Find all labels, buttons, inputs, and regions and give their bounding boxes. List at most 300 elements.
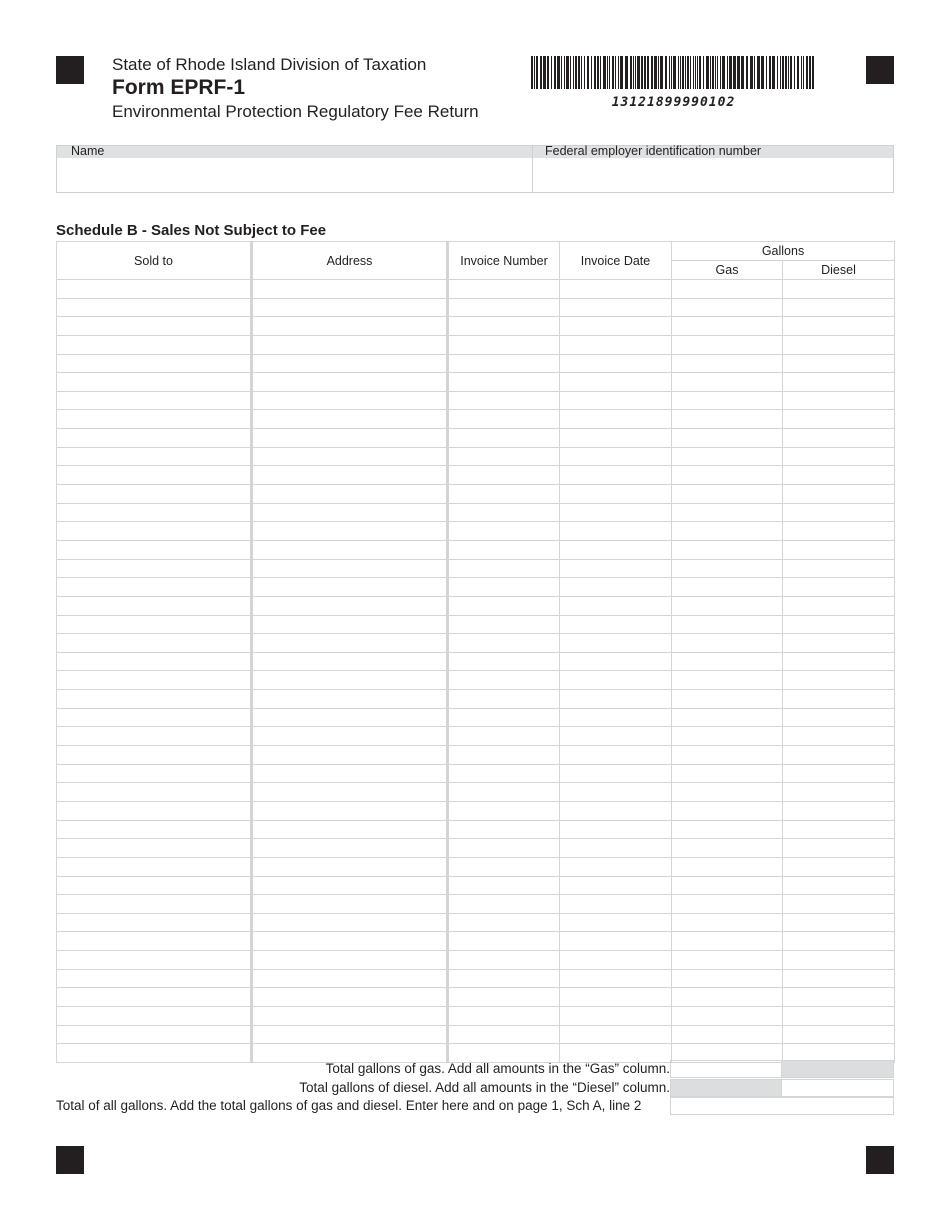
gas-cell[interactable] (672, 708, 783, 727)
sold-to-cell[interactable] (57, 652, 252, 671)
gas-cell[interactable] (672, 652, 783, 671)
diesel-cell[interactable] (783, 820, 895, 839)
sold-to-cell[interactable] (57, 485, 252, 504)
gas-cell[interactable] (672, 783, 783, 802)
invoice-date-cell[interactable] (560, 969, 672, 988)
invoice-number-cell[interactable] (448, 951, 560, 970)
gas-cell[interactable] (672, 876, 783, 895)
table-row (57, 373, 895, 392)
sold-to-cell[interactable] (57, 634, 252, 653)
address-cell[interactable] (252, 373, 448, 392)
invoice-date-cell[interactable] (560, 485, 672, 504)
invoice-number-cell[interactable] (448, 596, 560, 615)
sold-to-cell[interactable] (57, 466, 252, 485)
invoice-number-cell[interactable] (448, 503, 560, 522)
invoice-date-cell[interactable] (560, 559, 672, 578)
invoice-number-cell[interactable] (448, 1025, 560, 1044)
diesel-cell[interactable] (783, 559, 895, 578)
invoice-number-cell[interactable] (448, 634, 560, 653)
sold-to-cell[interactable] (57, 913, 252, 932)
diesel-cell[interactable] (783, 298, 895, 317)
gas-cell[interactable] (672, 951, 783, 970)
barcode-bar (547, 56, 549, 89)
invoice-date-cell[interactable] (560, 391, 672, 410)
invoice-date-cell[interactable] (560, 335, 672, 354)
invoice-number-cell[interactable] (448, 708, 560, 727)
address-cell[interactable] (252, 708, 448, 727)
invoice-number-cell[interactable] (448, 857, 560, 876)
gas-cell[interactable] (672, 503, 783, 522)
invoice-date-cell[interactable] (560, 466, 672, 485)
invoice-date-cell[interactable] (560, 857, 672, 876)
diesel-cell[interactable] (783, 690, 895, 709)
invoice-date-cell[interactable] (560, 429, 672, 448)
table-row (57, 429, 895, 448)
barcode-bar (630, 56, 632, 89)
table-row (57, 746, 895, 765)
address-cell[interactable] (252, 727, 448, 746)
diesel-cell[interactable] (783, 280, 895, 299)
invoice-date-cell[interactable] (560, 913, 672, 932)
gas-cell[interactable] (672, 857, 783, 876)
address-cell[interactable] (252, 335, 448, 354)
invoice-date-cell[interactable] (560, 615, 672, 634)
invoice-date-cell[interactable] (560, 876, 672, 895)
invoice-number-cell[interactable] (448, 764, 560, 783)
gas-cell[interactable] (672, 671, 783, 690)
sold-to-cell[interactable] (57, 708, 252, 727)
invoice-number-cell[interactable] (448, 317, 560, 336)
sold-to-cell[interactable] (57, 1025, 252, 1044)
barcode-bar (609, 56, 610, 89)
sold-to-cell[interactable] (57, 783, 252, 802)
table-row (57, 820, 895, 839)
invoice-date-cell[interactable] (560, 1025, 672, 1044)
sold-to-cell[interactable] (57, 951, 252, 970)
invoice-date-cell[interactable] (560, 932, 672, 951)
barcode-bar (635, 56, 636, 89)
sold-to-cell[interactable] (57, 839, 252, 858)
address-cell[interactable] (252, 634, 448, 653)
diesel-cell[interactable] (783, 932, 895, 951)
gas-cell[interactable] (672, 895, 783, 914)
address-cell[interactable] (252, 466, 448, 485)
barcode-bar (551, 56, 552, 89)
invoice-number-cell[interactable] (448, 1006, 560, 1025)
sold-to-cell[interactable] (57, 317, 252, 336)
invoice-date-cell[interactable] (560, 690, 672, 709)
invoice-number-cell[interactable] (448, 429, 560, 448)
gas-cell[interactable] (672, 913, 783, 932)
barcode-bar (706, 56, 709, 89)
barcode-bar (591, 56, 592, 89)
address-cell[interactable] (252, 596, 448, 615)
diesel-cell[interactable] (783, 746, 895, 765)
col-diesel: Diesel (783, 261, 895, 280)
diesel-cell[interactable] (783, 913, 895, 932)
invoice-date-cell[interactable] (560, 820, 672, 839)
invoice-date-cell[interactable] (560, 839, 672, 858)
diesel-cell[interactable] (783, 410, 895, 429)
invoice-date-cell[interactable] (560, 708, 672, 727)
sold-to-cell[interactable] (57, 932, 252, 951)
diesel-cell[interactable] (783, 708, 895, 727)
address-cell[interactable] (252, 895, 448, 914)
gas-cell[interactable] (672, 615, 783, 634)
diesel-cell[interactable] (783, 447, 895, 466)
sold-to-cell[interactable] (57, 1006, 252, 1025)
totals-section (56, 1060, 894, 1116)
address-cell[interactable] (252, 820, 448, 839)
invoice-number-cell[interactable] (448, 578, 560, 597)
address-cell[interactable] (252, 485, 448, 504)
sold-to-cell[interactable] (57, 615, 252, 634)
invoice-date-cell[interactable] (560, 354, 672, 373)
diesel-cell[interactable] (783, 391, 895, 410)
sold-to-cell[interactable] (57, 391, 252, 410)
invoice-number-cell[interactable] (448, 615, 560, 634)
diesel-cell[interactable] (783, 801, 895, 820)
taxpayer-id-box (56, 145, 894, 193)
barcode-bar (772, 56, 775, 89)
invoice-date-cell[interactable] (560, 578, 672, 597)
gas-cell[interactable] (672, 485, 783, 504)
sold-to-cell[interactable] (57, 410, 252, 429)
diesel-cell[interactable] (783, 764, 895, 783)
table-row (57, 634, 895, 653)
invoice-number-cell[interactable] (448, 559, 560, 578)
barcode-bar (746, 56, 748, 89)
diesel-cell[interactable] (783, 522, 895, 541)
invoice-number-cell[interactable] (448, 391, 560, 410)
barcode-bar (741, 56, 744, 89)
barcode-bar (790, 56, 792, 89)
address-cell[interactable] (252, 410, 448, 429)
address-cell[interactable] (252, 503, 448, 522)
invoice-date-cell[interactable] (560, 652, 672, 671)
address-cell[interactable] (252, 932, 448, 951)
gas-cell[interactable] (672, 578, 783, 597)
sold-to-cell[interactable] (57, 969, 252, 988)
sold-to-cell[interactable] (57, 857, 252, 876)
sold-to-cell[interactable] (57, 801, 252, 820)
sold-to-cell[interactable] (57, 503, 252, 522)
gas-cell[interactable] (672, 634, 783, 653)
sold-to-cell[interactable] (57, 298, 252, 317)
barcode-bar (710, 56, 711, 89)
invoice-number-cell[interactable] (448, 746, 560, 765)
sold-to-cell[interactable] (57, 746, 252, 765)
barcode-bar (578, 56, 580, 89)
address-cell[interactable] (252, 764, 448, 783)
barcode-bar (780, 56, 781, 89)
sold-to-cell[interactable] (57, 522, 252, 541)
invoice-date-cell[interactable] (560, 503, 672, 522)
gas-cell[interactable] (672, 764, 783, 783)
address-cell[interactable] (252, 540, 448, 559)
address-cell[interactable] (252, 1025, 448, 1044)
gas-cell[interactable] (672, 391, 783, 410)
address-cell[interactable] (252, 447, 448, 466)
invoice-date-cell[interactable] (560, 447, 672, 466)
address-cell[interactable] (252, 969, 448, 988)
invoice-number-cell[interactable] (448, 783, 560, 802)
invoice-number-cell[interactable] (448, 410, 560, 429)
invoice-number-cell[interactable] (448, 652, 560, 671)
gas-cell[interactable] (672, 540, 783, 559)
diesel-cell[interactable] (783, 951, 895, 970)
name-field[interactable] (57, 158, 532, 193)
diesel-cell[interactable] (783, 1025, 895, 1044)
address-cell[interactable] (252, 839, 448, 858)
diesel-cell[interactable] (783, 839, 895, 858)
gas-total-field[interactable] (670, 1060, 782, 1078)
invoice-date-cell[interactable] (560, 764, 672, 783)
address-cell[interactable] (252, 671, 448, 690)
gas-cell[interactable] (672, 969, 783, 988)
gas-cell[interactable] (672, 746, 783, 765)
address-cell[interactable] (252, 578, 448, 597)
sold-to-cell[interactable] (57, 447, 252, 466)
diesel-cell[interactable] (783, 1006, 895, 1025)
invoice-number-cell[interactable] (448, 540, 560, 559)
diesel-total-shaded (670, 1079, 782, 1097)
invoice-number-cell[interactable] (448, 280, 560, 299)
sold-to-cell[interactable] (57, 373, 252, 392)
invoice-number-cell[interactable] (448, 354, 560, 373)
address-cell[interactable] (252, 1006, 448, 1025)
gas-cell[interactable] (672, 317, 783, 336)
sold-to-cell[interactable] (57, 596, 252, 615)
invoice-date-cell[interactable] (560, 988, 672, 1007)
diesel-cell[interactable] (783, 671, 895, 690)
invoice-number-cell[interactable] (448, 932, 560, 951)
diesel-cell[interactable] (783, 969, 895, 988)
invoice-number-cell[interactable] (448, 298, 560, 317)
invoice-number-cell[interactable] (448, 969, 560, 988)
gas-cell[interactable] (672, 988, 783, 1007)
invoice-date-cell[interactable] (560, 895, 672, 914)
diesel-cell[interactable] (783, 540, 895, 559)
registration-mark-top-right (866, 56, 894, 84)
barcode-bar (682, 56, 684, 89)
diesel-cell[interactable] (783, 485, 895, 504)
gas-cell[interactable] (672, 373, 783, 392)
invoice-number-cell[interactable] (448, 466, 560, 485)
gas-cell[interactable] (672, 280, 783, 299)
gas-cell[interactable] (672, 429, 783, 448)
gas-cell[interactable] (672, 466, 783, 485)
fein-label: Federal employer identification number (545, 144, 762, 158)
gas-cell[interactable] (672, 354, 783, 373)
all-total-label: Total of all gallons. Add the total gallons of gas and diesel. Enter here and on page 1, Sch A, line 2 (56, 1098, 642, 1113)
sold-to-cell[interactable] (57, 690, 252, 709)
diesel-cell[interactable] (783, 783, 895, 802)
barcode-bar (587, 56, 589, 89)
invoice-date-cell[interactable] (560, 801, 672, 820)
address-cell[interactable] (252, 746, 448, 765)
address-cell[interactable] (252, 559, 448, 578)
diesel-total-field[interactable] (781, 1079, 894, 1097)
gas-cell[interactable] (672, 932, 783, 951)
address-cell[interactable] (252, 391, 448, 410)
invoice-number-cell[interactable] (448, 447, 560, 466)
address-cell[interactable] (252, 690, 448, 709)
diesel-cell[interactable] (783, 373, 895, 392)
gas-cell[interactable] (672, 522, 783, 541)
barcode-bar (625, 56, 628, 89)
diesel-cell[interactable] (783, 652, 895, 671)
gas-cell[interactable] (672, 820, 783, 839)
diesel-cell[interactable] (783, 876, 895, 895)
sold-to-cell[interactable] (57, 429, 252, 448)
gas-cell[interactable] (672, 335, 783, 354)
sold-to-cell[interactable] (57, 354, 252, 373)
gas-cell[interactable] (672, 596, 783, 615)
sold-to-cell[interactable] (57, 540, 252, 559)
sold-to-cell[interactable] (57, 895, 252, 914)
invoice-date-cell[interactable] (560, 540, 672, 559)
diesel-cell[interactable] (783, 429, 895, 448)
sold-to-cell[interactable] (57, 764, 252, 783)
barcode-bar (712, 56, 714, 89)
invoice-number-cell[interactable] (448, 522, 560, 541)
sold-to-cell[interactable] (57, 335, 252, 354)
sold-to-cell[interactable] (57, 671, 252, 690)
diesel-cell[interactable] (783, 503, 895, 522)
address-cell[interactable] (252, 298, 448, 317)
barcode-bar (697, 56, 698, 89)
registration-mark-bottom-left (56, 1146, 84, 1174)
diesel-cell[interactable] (783, 857, 895, 876)
invoice-number-cell[interactable] (448, 485, 560, 504)
barcode-bar (690, 56, 691, 89)
invoice-number-cell[interactable] (448, 895, 560, 914)
gas-cell[interactable] (672, 298, 783, 317)
gas-cell[interactable] (672, 447, 783, 466)
diesel-cell[interactable] (783, 317, 895, 336)
diesel-cell[interactable] (783, 988, 895, 1007)
invoice-date-cell[interactable] (560, 1006, 672, 1025)
address-cell[interactable] (252, 317, 448, 336)
sold-to-cell[interactable] (57, 559, 252, 578)
invoice-number-cell[interactable] (448, 801, 560, 820)
address-cell[interactable] (252, 429, 448, 448)
diesel-cell[interactable] (783, 634, 895, 653)
address-cell[interactable] (252, 615, 448, 634)
sold-to-cell[interactable] (57, 820, 252, 839)
barcode-bar (612, 56, 614, 89)
diesel-cell[interactable] (783, 615, 895, 634)
invoice-date-cell[interactable] (560, 783, 672, 802)
invoice-date-cell[interactable] (560, 634, 672, 653)
address-cell[interactable] (252, 280, 448, 299)
sold-to-cell[interactable] (57, 280, 252, 299)
invoice-number-cell[interactable] (448, 727, 560, 746)
all-total-field[interactable] (670, 1097, 894, 1115)
diesel-total-row (56, 1079, 894, 1098)
barcode-bar (687, 56, 689, 89)
gas-cell[interactable] (672, 690, 783, 709)
label-band (57, 146, 893, 158)
address-cell[interactable] (252, 857, 448, 876)
invoice-date-cell[interactable] (560, 596, 672, 615)
address-cell[interactable] (252, 801, 448, 820)
sold-to-cell[interactable] (57, 988, 252, 1007)
invoice-number-cell[interactable] (448, 839, 560, 858)
address-cell[interactable] (252, 913, 448, 932)
diesel-cell[interactable] (783, 354, 895, 373)
sold-to-cell[interactable] (57, 876, 252, 895)
diesel-cell[interactable] (783, 596, 895, 615)
table-row (57, 298, 895, 317)
invoice-date-cell[interactable] (560, 522, 672, 541)
table-row (57, 764, 895, 783)
diesel-cell[interactable] (783, 335, 895, 354)
gas-cell[interactable] (672, 1006, 783, 1025)
gas-cell[interactable] (672, 727, 783, 746)
barcode-bar (801, 56, 802, 89)
invoice-number-cell[interactable] (448, 876, 560, 895)
invoice-date-cell[interactable] (560, 671, 672, 690)
invoice-date-cell[interactable] (560, 727, 672, 746)
barcode-bar (680, 56, 681, 89)
invoice-date-cell[interactable] (560, 317, 672, 336)
diesel-cell[interactable] (783, 727, 895, 746)
barcode-bar (717, 56, 718, 89)
gas-cell[interactable] (672, 839, 783, 858)
address-cell[interactable] (252, 988, 448, 1007)
invoice-date-cell[interactable] (560, 951, 672, 970)
invoice-number-cell[interactable] (448, 373, 560, 392)
invoice-number-cell[interactable] (448, 820, 560, 839)
invoice-date-cell[interactable] (560, 298, 672, 317)
diesel-cell[interactable] (783, 578, 895, 597)
address-cell[interactable] (252, 652, 448, 671)
sold-to-cell[interactable] (57, 727, 252, 746)
gas-cell[interactable] (672, 801, 783, 820)
invoice-number-cell[interactable] (448, 988, 560, 1007)
address-cell[interactable] (252, 876, 448, 895)
address-cell[interactable] (252, 783, 448, 802)
invoice-date-cell[interactable] (560, 410, 672, 429)
invoice-number-cell[interactable] (448, 335, 560, 354)
diesel-cell[interactable] (783, 895, 895, 914)
address-cell[interactable] (252, 354, 448, 373)
gas-total-label: Total gallons of gas. Add all amounts in the “Gas” column. (325, 1061, 670, 1076)
fein-field[interactable] (533, 158, 893, 193)
barcode-bar (715, 56, 716, 89)
gas-cell[interactable] (672, 410, 783, 429)
invoice-date-cell[interactable] (560, 746, 672, 765)
gas-cell[interactable] (672, 1025, 783, 1044)
invoice-number-cell[interactable] (448, 690, 560, 709)
table-row (57, 876, 895, 895)
invoice-number-cell[interactable] (448, 913, 560, 932)
gas-cell[interactable] (672, 559, 783, 578)
address-cell[interactable] (252, 522, 448, 541)
invoice-date-cell[interactable] (560, 373, 672, 392)
sold-to-cell[interactable] (57, 578, 252, 597)
barcode-bar (654, 56, 657, 89)
invoice-number-cell[interactable] (448, 671, 560, 690)
diesel-cell[interactable] (783, 466, 895, 485)
barcode (531, 56, 816, 89)
address-cell[interactable] (252, 951, 448, 970)
name-label: Name (71, 144, 105, 158)
invoice-date-cell[interactable] (560, 280, 672, 299)
barcode-bar (633, 56, 634, 89)
